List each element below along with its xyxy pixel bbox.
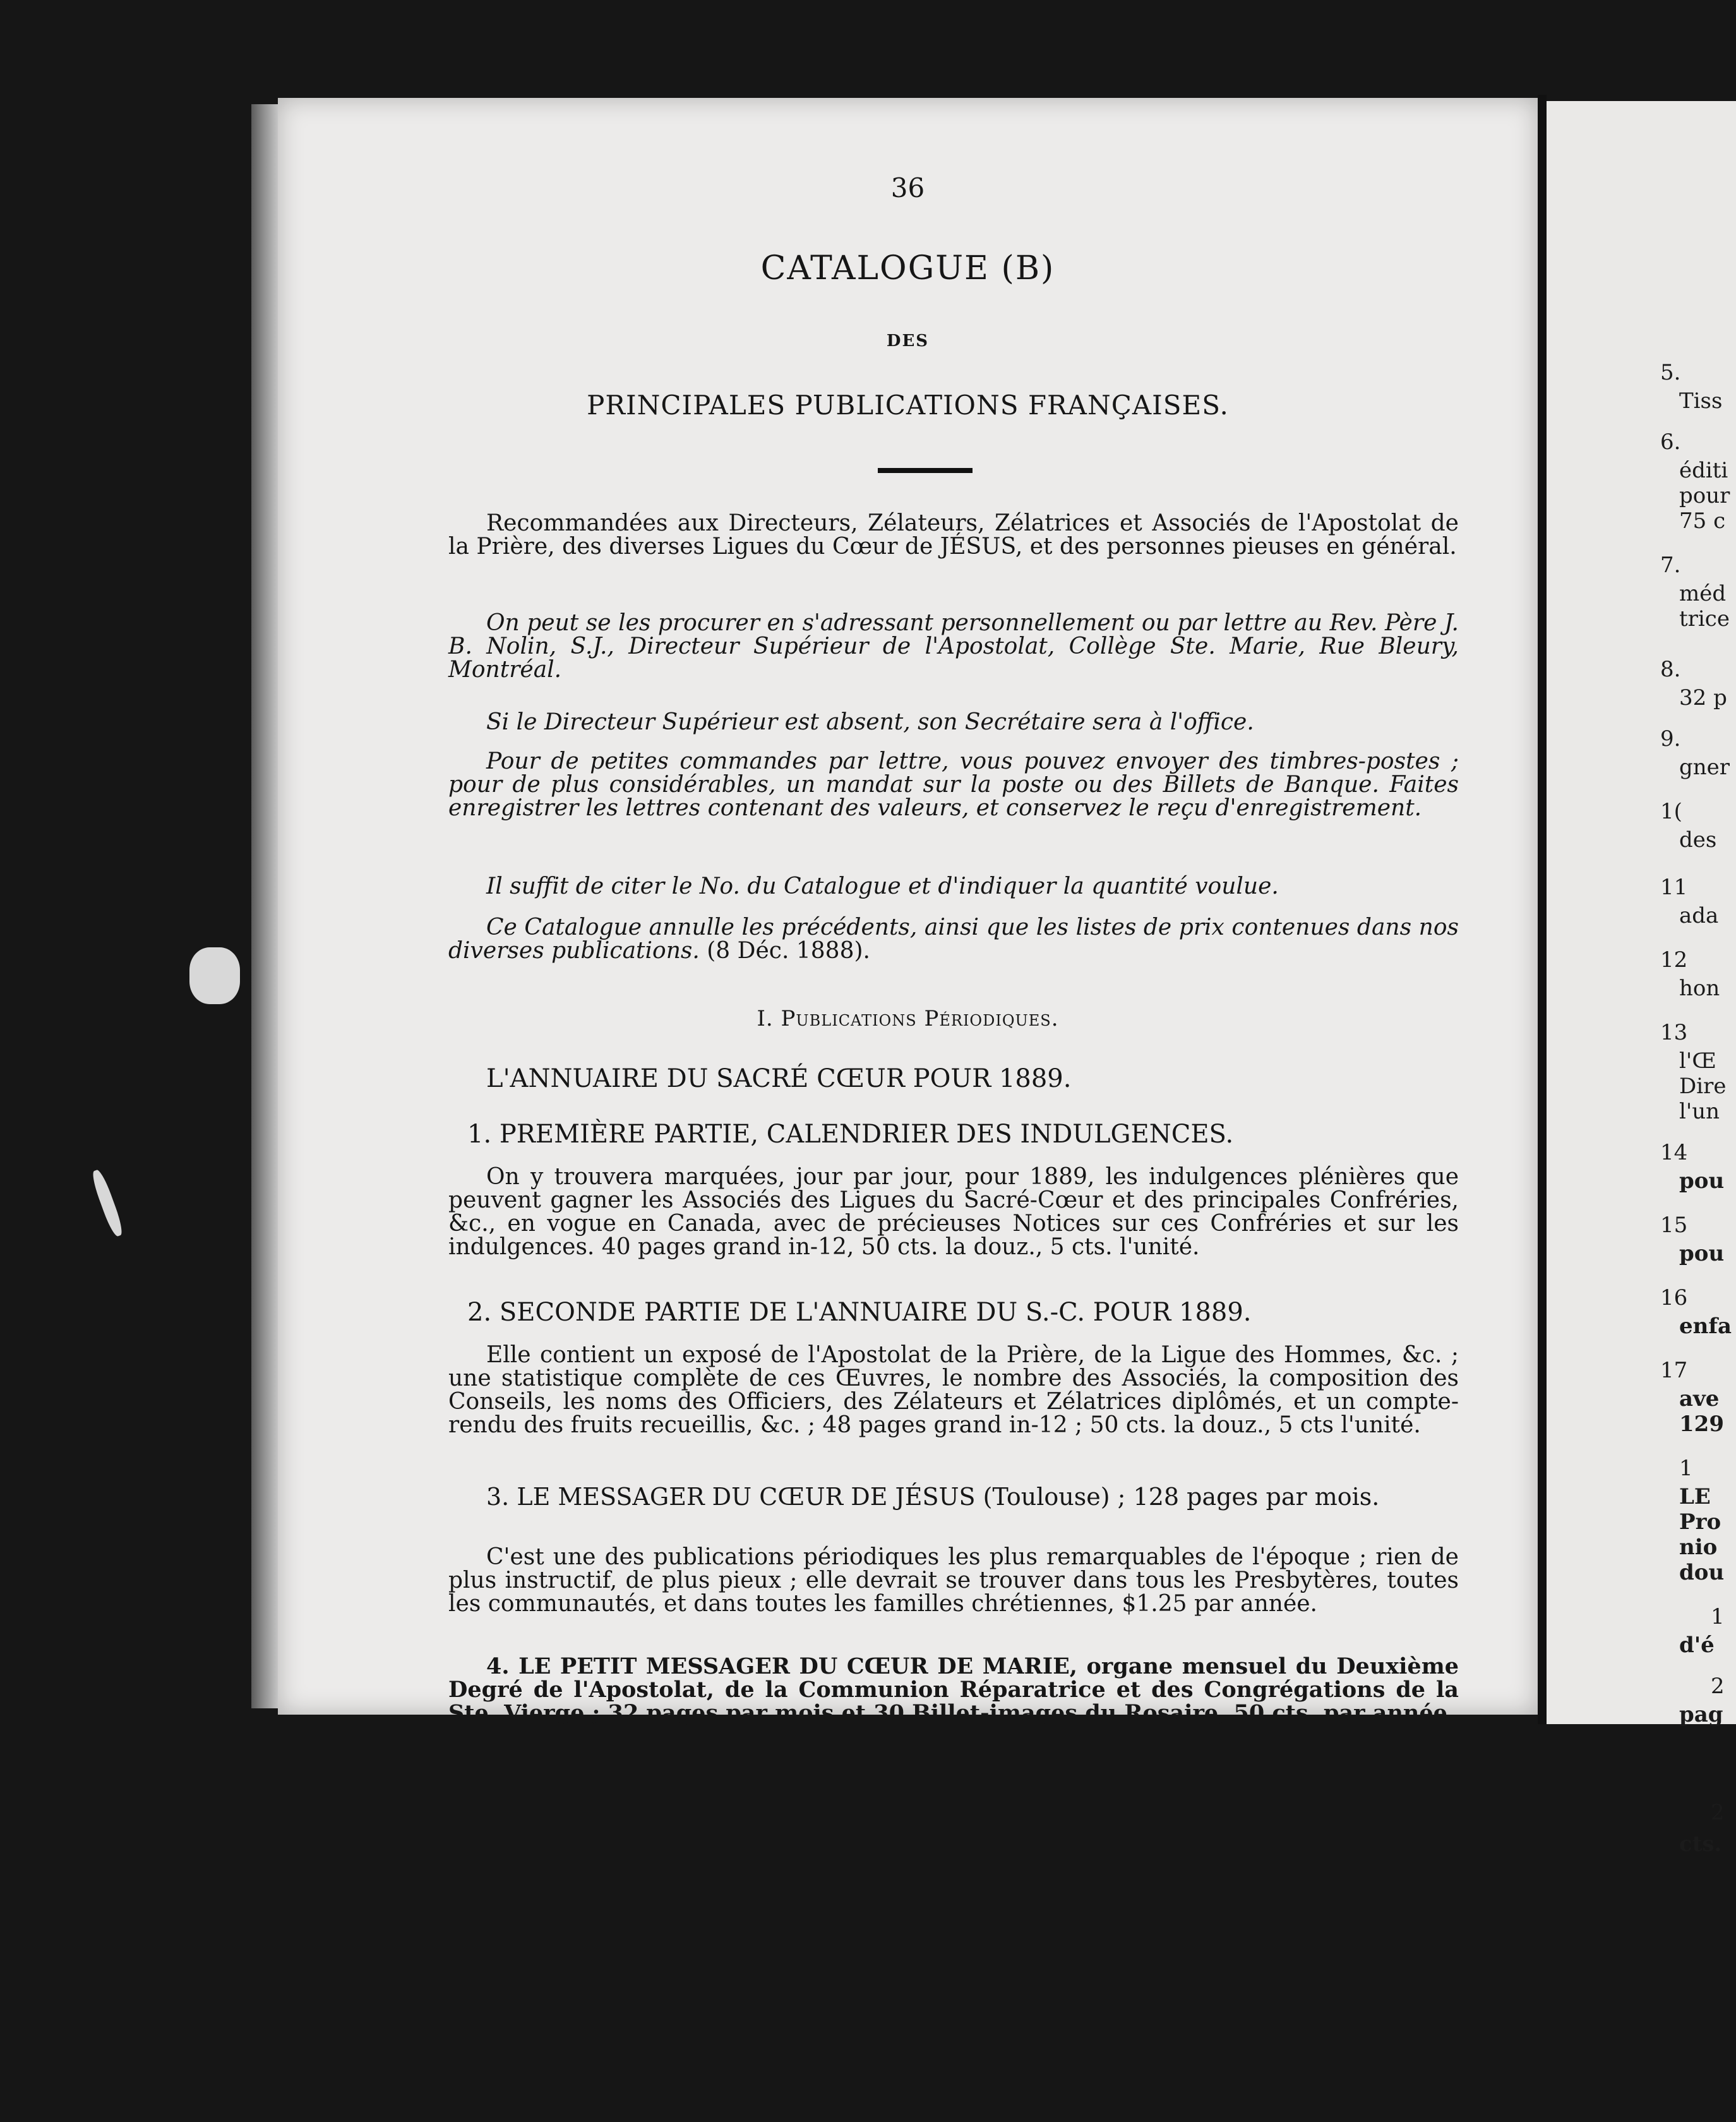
facing-fragment: nio — [1679, 1535, 1718, 1560]
facing-fragment: 17 — [1660, 1358, 1688, 1383]
facing-fragment: d'é — [1679, 1633, 1715, 1658]
facing-fragment: Dire — [1679, 1074, 1727, 1099]
facing-fragment: 1( — [1660, 799, 1682, 824]
intro-paragraph: Recommandées aux Directeurs, Zélateurs, Zélatrices et Associés de l'Apostolat de la Prière, des diverses Ligues du Cœur de JÉSUS, et des personnes pieuses en général. — [448, 510, 1459, 560]
annuaire-heading: L'ANNUAIRE DU SACRÉ CŒUR POUR 1889. — [486, 1064, 1072, 1093]
facing-fragment: méd — [1679, 581, 1727, 606]
facing-fragment: 16 — [1660, 1285, 1688, 1310]
dust-speck — [189, 947, 240, 1004]
facing-fragment: 129 — [1679, 1412, 1724, 1437]
facing-fragment: 6. — [1660, 429, 1681, 455]
facing-fragment: pou — [1679, 1241, 1725, 1266]
note-payment: Pour de petites commandes par lettre, vous pouvez envoyer des timbres-postes ; pour de plus considérables, un mandat sur la poste ou des Billets de Banque. Faites enregistrer les lettres contenant des valeurs, et conservez le reçu d'enregistrement. — [448, 748, 1459, 821]
facing-fragment: dou — [1679, 1560, 1725, 1585]
facing-fragment: l'Œ — [1679, 1048, 1716, 1074]
facing-fragment: 1 — [1711, 1604, 1725, 1629]
facing-fragment: Tiss — [1679, 388, 1723, 414]
facing-fragment: 7. — [1660, 553, 1681, 578]
facing-fragment: 11 — [1660, 875, 1688, 900]
item-3-body: C'est une des publications périodiques les plus remarquables de l'époque ; rien de plus instructif, de plus pieux ; elle devrait se trouver dans tous les Presbytères, toutes les communautés, et dans toutes les familles chrétiennes, $1.25 par année. — [448, 1544, 1459, 1617]
dust-speck — [90, 1168, 125, 1238]
book-gutter — [1538, 95, 1547, 1724]
facing-fragment: 75 c — [1679, 508, 1726, 534]
facing-fragment: 32 p — [1679, 685, 1727, 710]
item-4-text: 4. LE PETIT MESSAGER DU CŒUR DE MARIE, organe mensuel du Deuxième Degré de l'Apostolat, de la Communion Réparatrice et des Congrégations de la Ste. Vierge ; 32 pages par mois et 30 Billet-images du Rosaire, 50 cts. par année. — [448, 1653, 1459, 1726]
facing-fragment: 12 — [1660, 947, 1688, 973]
facing-fragment: 9. — [1660, 726, 1681, 752]
right-page-fragment — [1547, 101, 1736, 1857]
facing-fragment: ave — [1679, 1386, 1720, 1412]
facing-fragment: pag — [1679, 1702, 1723, 1727]
facing-fragment: cts. — [1679, 1831, 1722, 1857]
item-2-heading: 2. SECONDE PARTIE DE L'ANNUAIRE DU S.-C. POUR 1889. — [467, 1298, 1252, 1327]
note-catalogue — [448, 916, 1459, 962]
item-2-body: Elle contient un exposé de l'Apostolat de la Prière, de la Ligue des Hommes, &c. ; une statistique complète de ces Œuvres, le nombre des Associés, la composition des Conseils, les noms des Officiers, des Zélateurs et Zélatrices diplômés, et un compte-rendu des fruits recueillis, &c. ; 48 pages grand in-12 ; 50 cts. la douz., 5 cts l'unité. — [448, 1342, 1459, 1438]
title-rule — [878, 468, 973, 473]
note-ordering: On peut se les procurer en s'adressant personnellement ou par lettre au Rev. Père J. B. Nolin, S.J., Directeur Supérieur de l'Apostolat, Collège Ste. Marie, Rue Bleury, Montréal. — [448, 610, 1459, 683]
item-1-heading: 1. PREMIÈRE PARTIE, CALENDRIER DES INDULGENCES. — [467, 1120, 1234, 1149]
facing-fragment: 5. — [1660, 360, 1681, 385]
facing-fragment: 1 — [1679, 1456, 1693, 1481]
facing-fragment: ada — [1679, 903, 1719, 928]
facing-fragment: enfa — [1679, 1314, 1732, 1339]
facing-fragment: Pro — [1679, 1509, 1721, 1535]
title-des: DES — [886, 332, 930, 351]
facing-fragment: pou — [1679, 1168, 1725, 1194]
page-subtitle: PRINCIPALES PUBLICATIONS FRANÇAISES. — [587, 390, 1229, 421]
facing-fragment: 15 — [1660, 1213, 1688, 1238]
facing-fragment: pour — [1679, 483, 1730, 508]
facing-fragment: 2 — [1711, 1800, 1725, 1825]
item-1-body: On y trouvera marquées, jour par jour, pour 1889, les indulgences plénières que peuvent gagner les Associés des Ligues du Sacré-Cœur et des principales Confréries, &c., en vogue en Canada, avec de précieuses Notices sur ces Confréries et sur les indulgences. 40 pages grand in-12, 50 cts. la douz., 5 cts. l'unité. — [448, 1164, 1459, 1260]
facing-fragment: 14 — [1660, 1140, 1688, 1165]
left-page — [278, 98, 1538, 1726]
note-secretary: Si le Directeur Supérieur est absent, son Secrétaire sera à l'office. — [486, 709, 1254, 735]
note-catalogue-text: Ce Catalogue annulle les précédents, ainsi que les listes de prix contenues dans nos diverses publications. — [448, 914, 1459, 964]
facing-fragment: LE — [1679, 1484, 1711, 1509]
facing-fragment: trice — [1679, 606, 1730, 632]
facing-fragment: éditi — [1679, 458, 1728, 483]
facing-fragment: gner — [1679, 755, 1730, 780]
item-3-heading: 3. LE MESSAGER DU CŒUR DE JÉSUS (Toulouse) ; 128 pages par mois. — [486, 1483, 1380, 1511]
facing-fragment: 2 — [1711, 1674, 1725, 1699]
facing-fragment: hon — [1679, 976, 1720, 1001]
page-number: 36 — [890, 172, 925, 203]
note-citation: Il suffit de citer le No. du Catalogue et d'indiquer la quantité voulue. — [486, 873, 1279, 899]
facing-fragment: l'un — [1679, 1099, 1720, 1124]
date-note: (8 Déc. 1888). — [707, 938, 870, 964]
book-spine — [251, 104, 279, 1708]
facing-fragment: des — [1679, 827, 1717, 853]
facing-fragment: 13 — [1660, 1020, 1688, 1045]
page-title: CATALOGUE (B) — [760, 249, 1055, 287]
section-title: I. Publications Périodiques. — [757, 1006, 1059, 1031]
facing-fragment: 8. — [1660, 657, 1681, 682]
